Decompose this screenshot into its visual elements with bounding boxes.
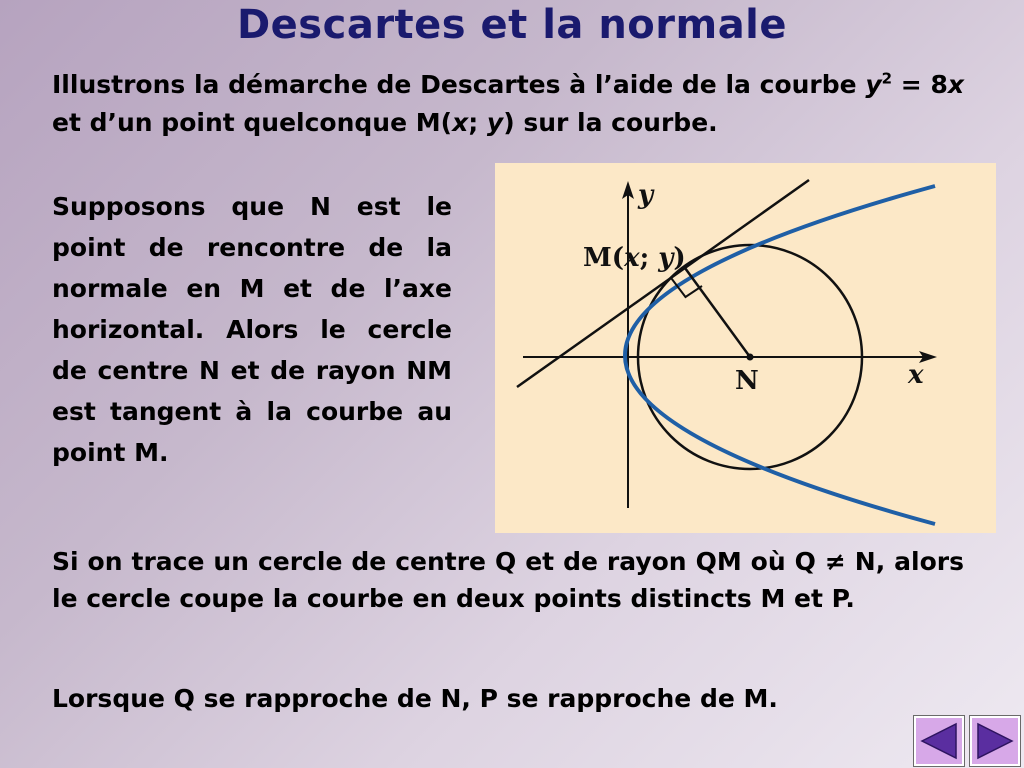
point-N — [747, 354, 754, 361]
intro-paragraph — [52, 66, 964, 142]
paragraph-conclusion: Lorsque Q se rapproche de N, P se rapproche de M. — [52, 684, 778, 713]
intro-text-2: = 8 — [892, 70, 948, 99]
intro-text-1: Illustrons la démarche de Descartes à l’aide de la courbe — [52, 70, 866, 99]
point-M-label — [583, 243, 686, 273]
point-M-label-end: ) — [673, 243, 686, 273]
intro-text-4: ) sur la courbe. — [503, 108, 718, 137]
paragraph-circle-Q: Si on trace un cercle de centre Q et de rayon QM où Q ≠ N, alors le cercle coupe la courbe en deux points distincts M et P. — [52, 547, 964, 613]
point-M-label-start: M( — [583, 243, 625, 273]
intro-var-x2: x — [452, 108, 469, 137]
y-axis-label: y — [638, 180, 654, 210]
intro-var-y: y — [865, 70, 882, 99]
point-M-label-y: y — [658, 243, 674, 273]
point-N-label: N — [735, 366, 759, 396]
parabola-diagram — [495, 163, 996, 533]
left-triangle-icon — [916, 718, 962, 764]
normal-segment — [685, 268, 750, 357]
slide-title: Descartes et la normale — [236, 2, 788, 48]
previous-slide-button[interactable] — [914, 716, 964, 766]
intro-sep: ; — [468, 108, 487, 137]
intro-exponent: 2 — [881, 69, 893, 88]
intro-text-3: et d’un point quelconque M( — [52, 108, 453, 137]
point-M-label-x: x — [624, 243, 640, 273]
intro-var-y2: y — [486, 108, 504, 137]
right-triangle-icon — [972, 718, 1018, 764]
x-axis-label: x — [908, 360, 924, 390]
tangent-line — [517, 180, 809, 387]
intro-var-x: x — [947, 70, 965, 99]
parabola-curve — [625, 186, 935, 524]
paragraph-normal-definition: Supposons que N est le point de rencontre de la normale en M et de l’axe horizontal. Alors le cercle de centre N et de rayon NM est tangent à la courbe au point M. — [52, 192, 452, 467]
point-M-label-sep: ; — [639, 243, 659, 273]
parabola-figure — [495, 163, 996, 533]
next-slide-button[interactable] — [970, 716, 1020, 766]
